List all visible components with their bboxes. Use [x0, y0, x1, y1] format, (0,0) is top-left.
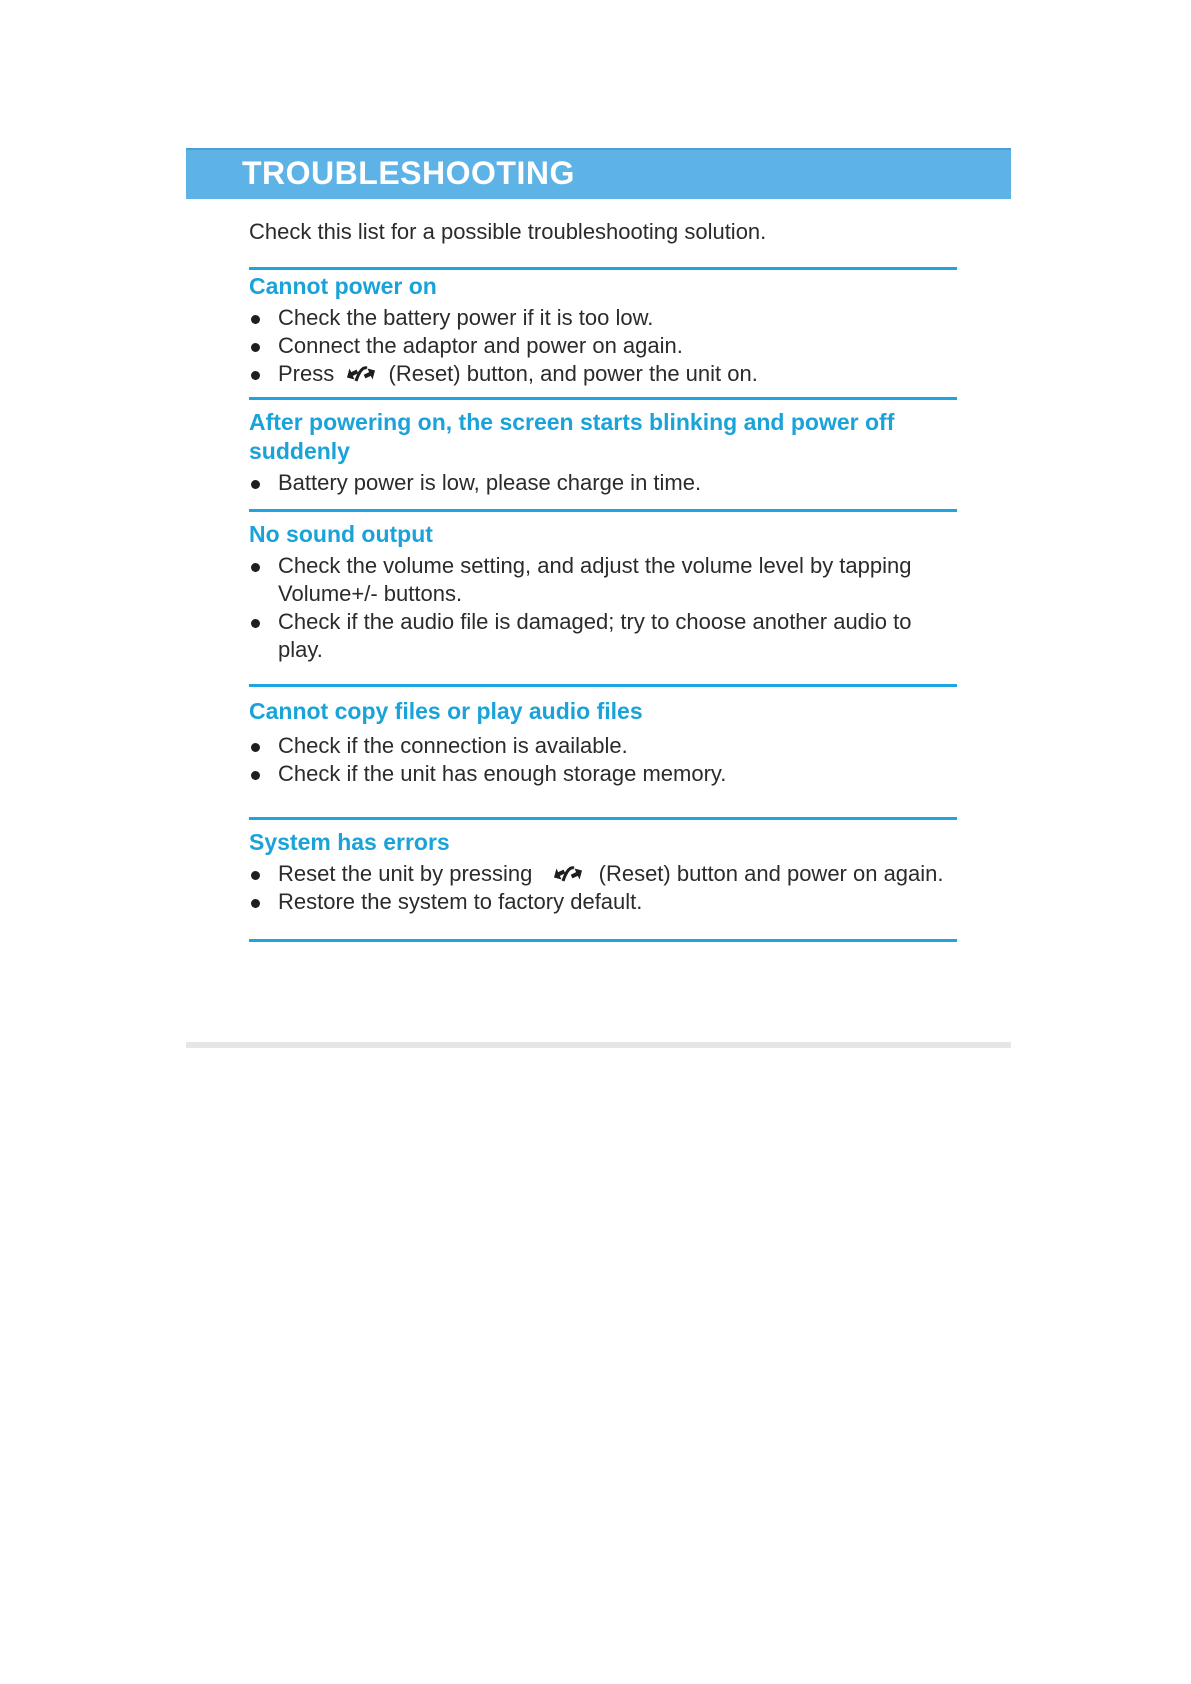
list-item: Connect the adaptor and power on again.	[249, 332, 959, 360]
section-title: System has errors	[249, 829, 450, 855]
section-list	[249, 552, 959, 664]
section-cannot-copy	[249, 687, 959, 788]
reset-icon	[344, 364, 378, 384]
list-item: Check the battery power if it is too low.	[249, 304, 959, 332]
list-item: Press (Reset) button, and power the unit on.	[249, 360, 959, 388]
list-item: Check if the connection is available.	[249, 732, 959, 760]
list-item: Check if the audio file is damaged; try to choose another audio to play.	[249, 608, 959, 664]
reset-icon	[551, 864, 585, 884]
section-cannot-power-on	[249, 270, 959, 388]
section-screen-blinking	[249, 400, 959, 497]
intro-text: Check this list for a possible troubleshooting solution.	[249, 219, 767, 244]
section-no-sound	[249, 512, 959, 664]
section-title: After powering on, the screen starts blinking and power off suddenly	[249, 409, 895, 464]
section-title: Cannot copy files or play audio files	[249, 698, 643, 724]
list-item: Check if the unit has enough storage memory.	[249, 760, 959, 788]
section-list	[249, 860, 959, 916]
manual-page	[186, 148, 1011, 1048]
section-list	[249, 469, 959, 497]
section-system-errors	[249, 820, 959, 916]
section-list	[249, 304, 959, 388]
title-bar	[186, 148, 1011, 199]
section-divider	[249, 939, 957, 942]
list-item: Check the volume setting, and adjust the volume level by tapping Volume+/- buttons.	[249, 552, 959, 608]
page-bottom-line	[186, 1042, 1011, 1048]
page-title: TROUBLESHOOTING	[242, 155, 575, 191]
content	[249, 218, 959, 942]
section-title: Cannot power on	[249, 273, 437, 299]
list-item: Reset the unit by pressing (Reset) button and power on again.	[249, 860, 959, 888]
section-title: No sound output	[249, 521, 433, 547]
list-item: Restore the system to factory default.	[249, 888, 959, 916]
section-list	[249, 732, 959, 788]
list-item: Battery power is low, please charge in time.	[249, 469, 959, 497]
